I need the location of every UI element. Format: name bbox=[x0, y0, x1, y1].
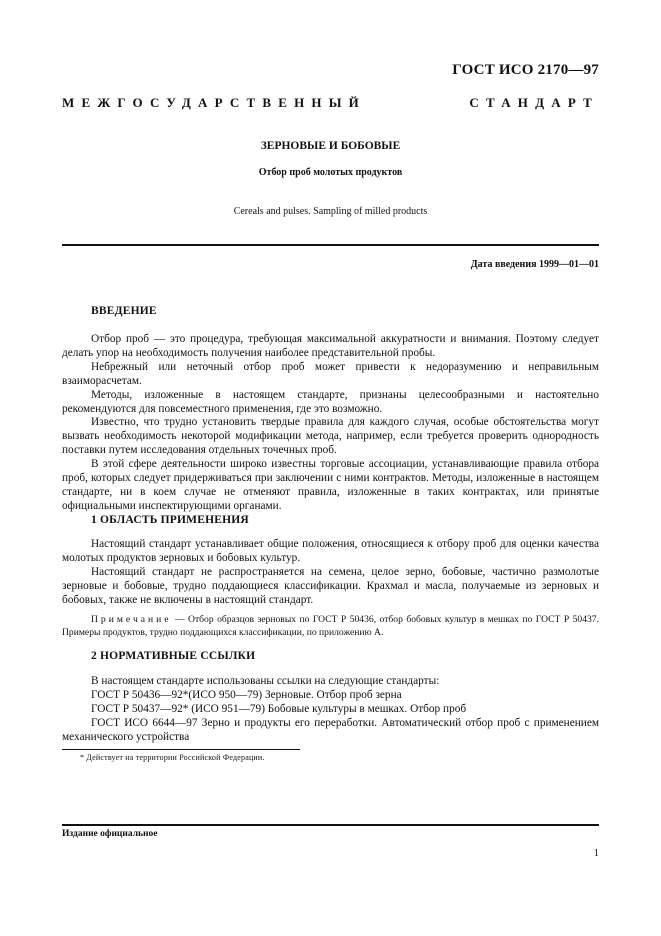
paragraph: В этой сфере деятельности широко известны торговые ассоциации, устанавливающие правила отбора проб, которых следует придерживаться при заключении с ними контрактов. Методы, изложенные в настоящем стандарте, ни в коем случае не отменяют правила, изложенные в таких контрактах, или принятые официальными инспектирующими органами. bbox=[62, 458, 599, 512]
page-number: 1 bbox=[593, 848, 599, 859]
introduction-heading: ВВЕДЕНИЕ bbox=[91, 305, 157, 317]
document-title: ЗЕРНОВЫЕ И БОБОВЫЕ bbox=[260, 140, 401, 152]
document-code: ГОСТ ИСО 2170—97 bbox=[452, 62, 599, 78]
document-title-english: Cereals and pulses. Sampling of milled products bbox=[233, 206, 428, 217]
footnote-divider bbox=[62, 749, 300, 750]
scope-text bbox=[62, 538, 599, 639]
title-divider bbox=[62, 244, 599, 246]
note-text: — Отбор образцов зерновых по ГОСТ Р 50436, отбор бобовых культур в мешках по ГОСТ Р 50437. Примеры продуктов, трудно поддающихся классификации, по приложению А. bbox=[62, 613, 599, 638]
reference-line: ГОСТ Р 50437—92* (ИСО 951—79) Бобовые культуры в мешках. Отбор проб bbox=[91, 702, 467, 715]
reference-line: ГОСТ Р 50436—92*(ИСО 950—79) Зерновые. Отбор проб зерна bbox=[91, 688, 402, 701]
paragraph: Настоящий стандарт не распространяется на семена, целое зерно, бобовые, частично размолотые зерновые и бобовые, трудно поддающиеся классификации. Крахмал и масла, получаемые из зерновых и бобовых, также не включены в настоящий стандарт. bbox=[62, 565, 599, 606]
introduction-date: Дата введения 1999—01—01 bbox=[470, 259, 599, 270]
edition-label: Издание официальное bbox=[62, 829, 158, 839]
paragraph: Небрежный или неточный отбор проб может привести к недоразумению и неправильным взаиморасчетам. bbox=[62, 360, 599, 387]
standard-kind-heading: МЕЖГОСУДАРСТВЕННЫЙ СТАНДАРТ bbox=[62, 95, 599, 110]
references-heading: 2 НОРМАТИВНЫЕ ССЫЛКИ bbox=[91, 650, 256, 662]
paragraph: Методы, изложенные в настоящем стандарте, признаны целесообразными и настоятельно рекомендуются для повсеместного применения, где это возможно. bbox=[62, 388, 599, 415]
note-label: Примечание bbox=[91, 613, 172, 625]
introduction-text bbox=[62, 333, 599, 514]
footnote: * Действует на территории Российской Федерации. bbox=[80, 753, 265, 762]
document-subtitle: Отбор проб молотых продуктов bbox=[258, 167, 403, 178]
paragraph: Известно, что трудно установить твердые правила для каждого случая, особые обстоятельства могут вызвать необходимость некоторой модификации метода, например, если требуется проверить однородность поставки путем исследования отдельных точечных проб. bbox=[62, 416, 599, 457]
scope-heading: 1 ОБЛАСТЬ ПРИМЕНЕНИЯ bbox=[91, 514, 249, 526]
paragraph: Настоящий стандарт устанавливает общие положения, относящиеся к отбору проб для оценки качества молотых продуктов зерновых и бобовых культур. bbox=[62, 538, 599, 564]
reference-line: В настоящем стандарте использованы ссылки на следующие стандарты: bbox=[91, 675, 440, 687]
scope-note bbox=[62, 613, 599, 639]
reference-line: ГОСТ ИСО 6644—97 Зерно и продукты его переработки. Автоматический отбор проб с применением механического устройства bbox=[62, 716, 599, 743]
paragraph: Отбор проб — это процедура, требующая максимальной аккуратности и внимания. Поэтому следует делать упор на необходимость получения наиболее представительной пробы. bbox=[62, 333, 599, 359]
references-text bbox=[62, 675, 599, 745]
footer-divider bbox=[62, 824, 599, 826]
